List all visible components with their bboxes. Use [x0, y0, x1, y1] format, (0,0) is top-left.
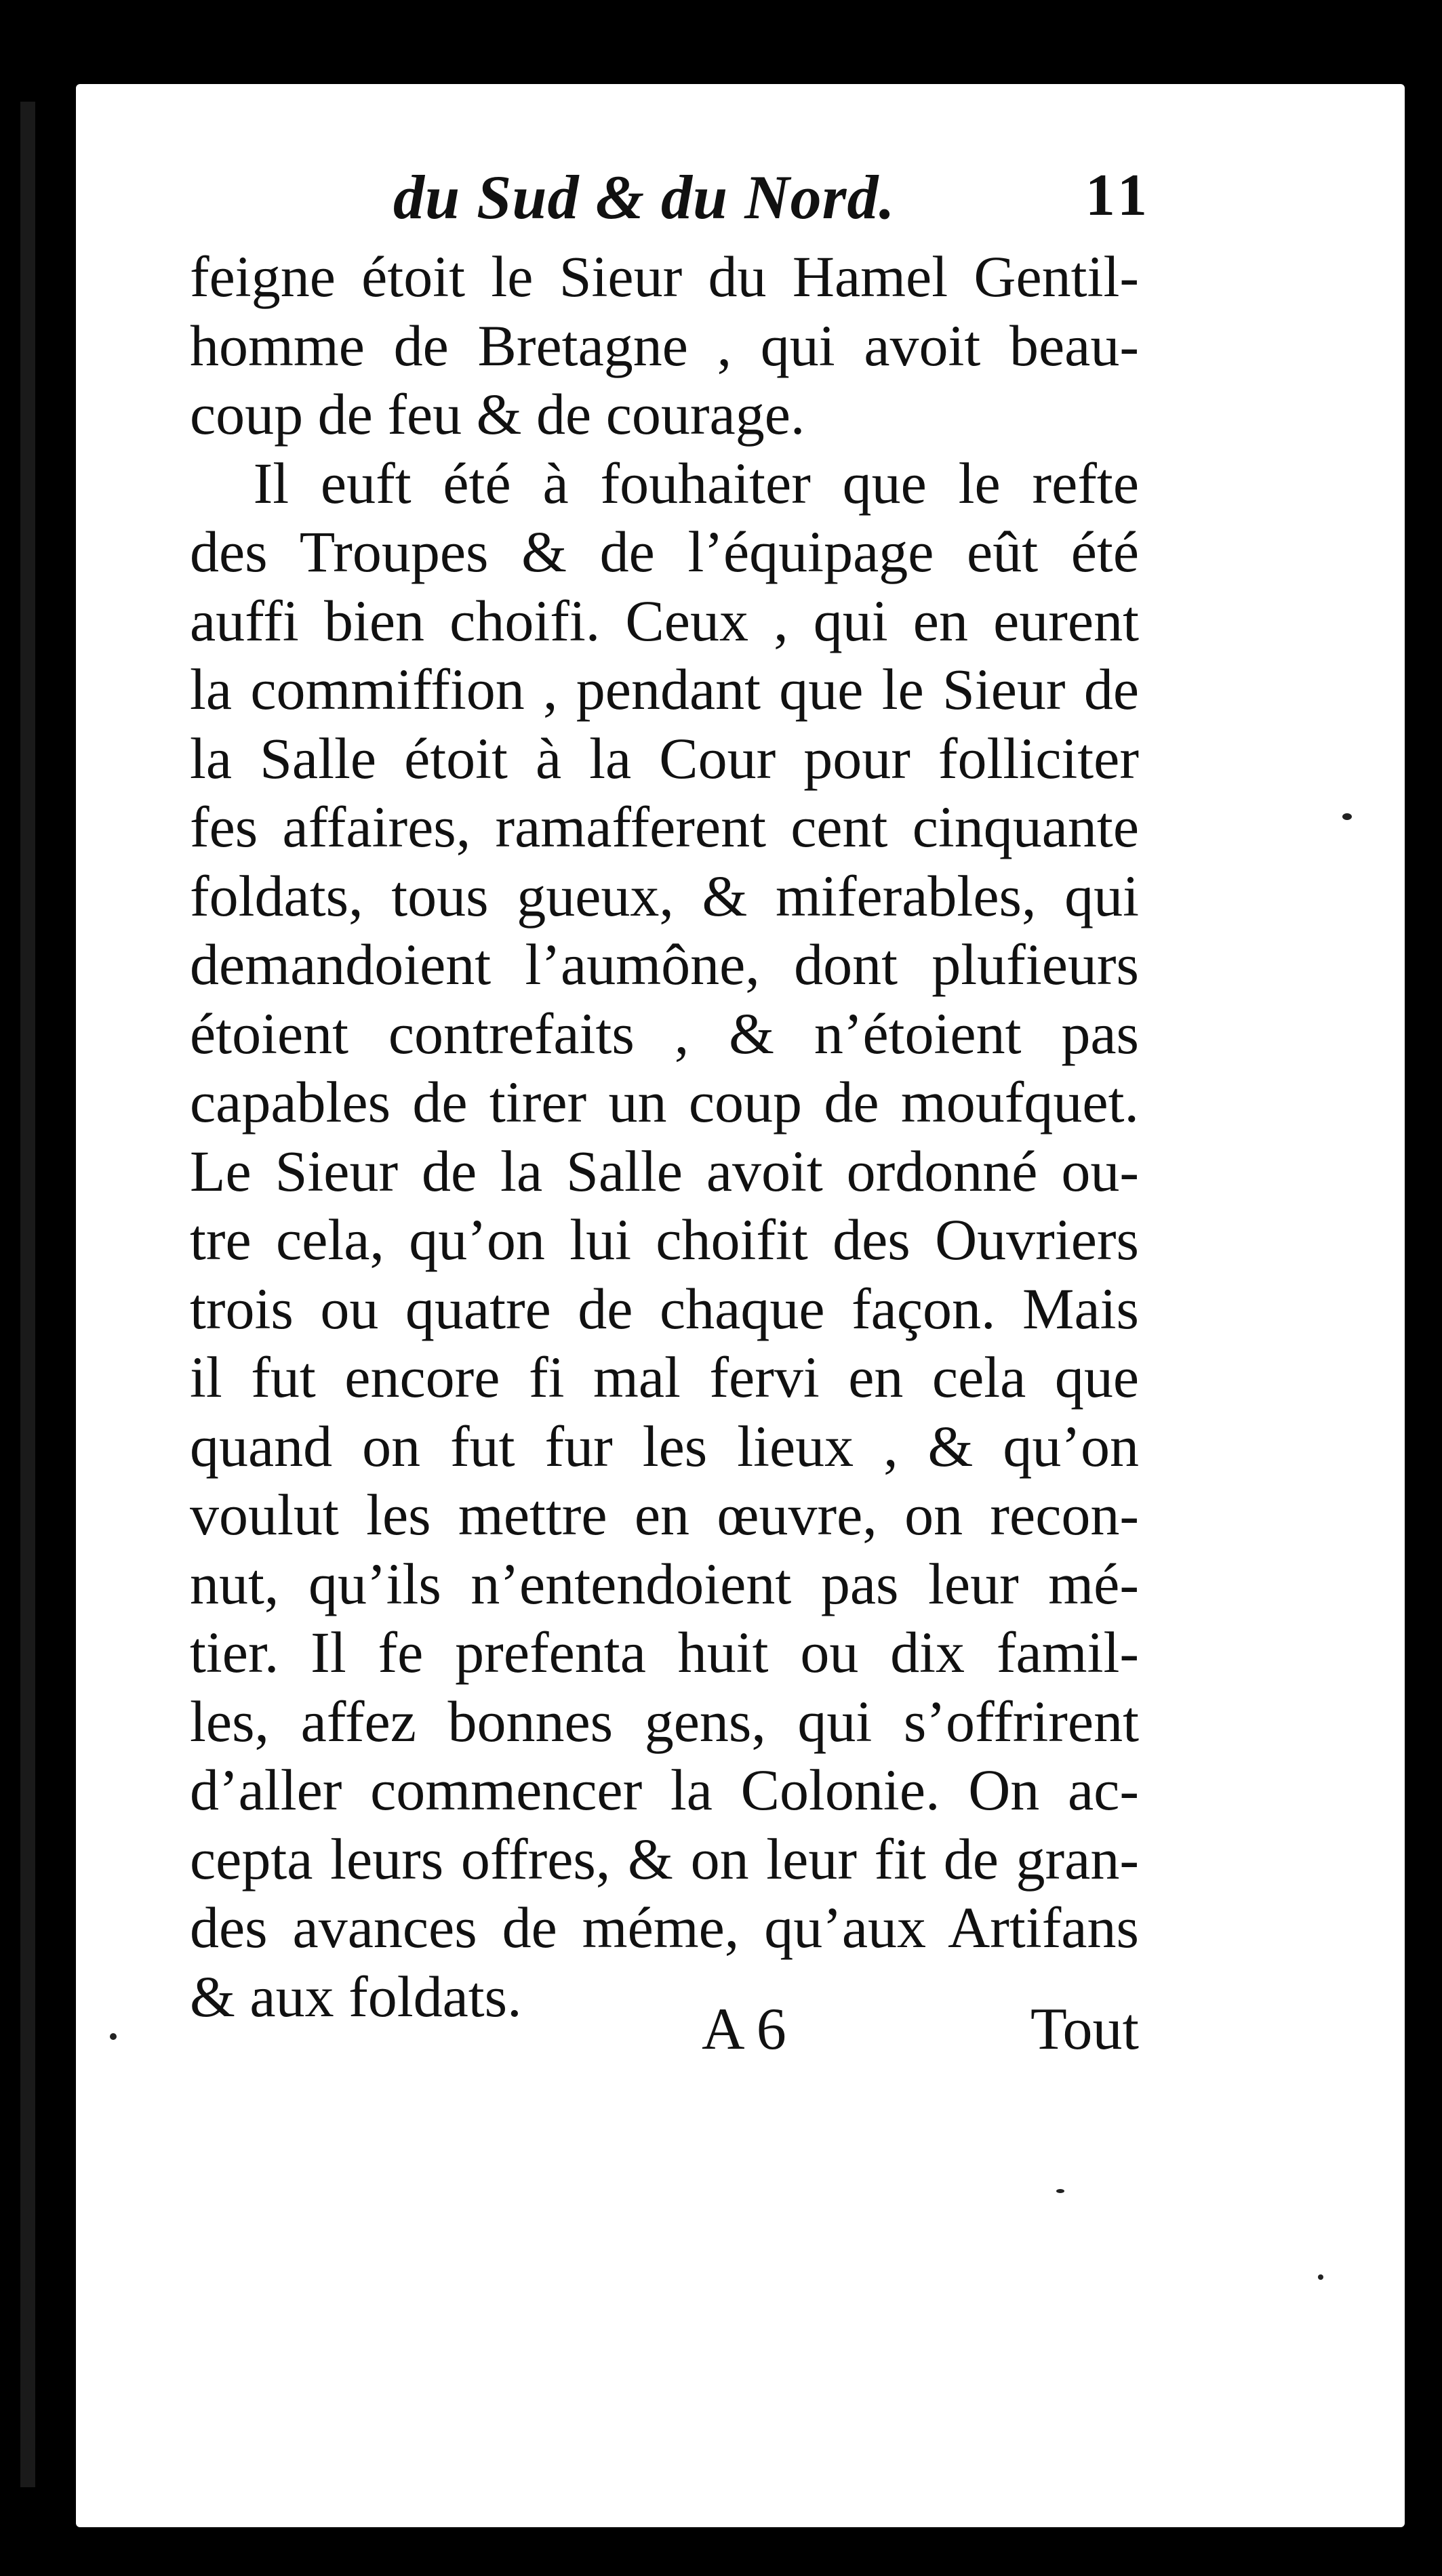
text-line: voulut les mettre en œuvre, on recon- [190, 1482, 1139, 1547]
text-line: des avances de méme, qu’aux Artifans [190, 1895, 1139, 1960]
signature-mark: A 6 [702, 1997, 786, 2062]
book-spine-shadow [20, 102, 35, 2487]
page-footer [190, 1995, 1139, 2070]
text-line: homme de Bretagne , qui avoit beau- [190, 312, 1139, 378]
text-line: la commiffion , pendant que le Sieur de [190, 657, 1139, 722]
scan-speck [1318, 2274, 1323, 2280]
text-line: trois ou quatre de chaque façon. Mais [190, 1275, 1139, 1341]
text-line: capables de tirer un coup de moufquet. [190, 1069, 1139, 1134]
body-text [190, 243, 1139, 2031]
text-line: feigne étoit le Sieur du Hamel Gentil- [190, 244, 1139, 309]
scan-speck [1342, 813, 1352, 820]
text-line: fes affaires, ramafferent cent cinquante [190, 794, 1139, 859]
text-line: d’aller commencer la Colonie. On ac- [190, 1757, 1139, 1822]
scan-speck [110, 2033, 117, 2040]
text-line: tre cela, qu’on lui choifit des Ouvriers [190, 1207, 1139, 1272]
text-line: demandoient l’aumône, dont plufieurs [190, 932, 1139, 997]
text-line: la Salle étoit à la Cour pour folliciter [190, 725, 1139, 791]
text-line: quand on fut fur les lieux , & qu’on [190, 1413, 1139, 1479]
text-line: cepta leurs offres, & on leur fit de gran- [190, 1826, 1139, 1892]
text-line: Le Sieur de la Salle avoit ordonné ou- [190, 1138, 1139, 1204]
text-line: coup de feu & de courage. [190, 382, 805, 447]
catchword: Tout [1030, 1997, 1139, 2062]
page-number: 11 [1085, 163, 1153, 228]
text-line: foldats, tous gueux, & miferables, qui [190, 863, 1139, 928]
text-line: nut, qu’ils n’entendoient pas leur mé- [190, 1551, 1139, 1616]
text-line: il fut encore fi mal fervi en cela que [190, 1345, 1139, 1410]
scan-speck [1056, 2189, 1064, 2193]
text-line: auffi bien choifi. Ceux , qui en eurent [190, 588, 1139, 653]
text-line: tier. Il fe prefenta huit ou dix famil- [190, 1620, 1139, 1685]
text-line: étoient contrefaits , & n’étoient pas [190, 1000, 1139, 1066]
page-header [380, 161, 1153, 236]
running-head: du Sud & du Nord. [393, 163, 896, 232]
text-line: & aux foldats. [190, 1963, 522, 2029]
text-line: des Troupes & de l’équipage eût été [190, 519, 1139, 584]
text-line: les, affez bonnes gens, qui s’offrirent [190, 1688, 1139, 1754]
text-line: Il euft été à fouhaiter que le refte [190, 450, 1139, 516]
